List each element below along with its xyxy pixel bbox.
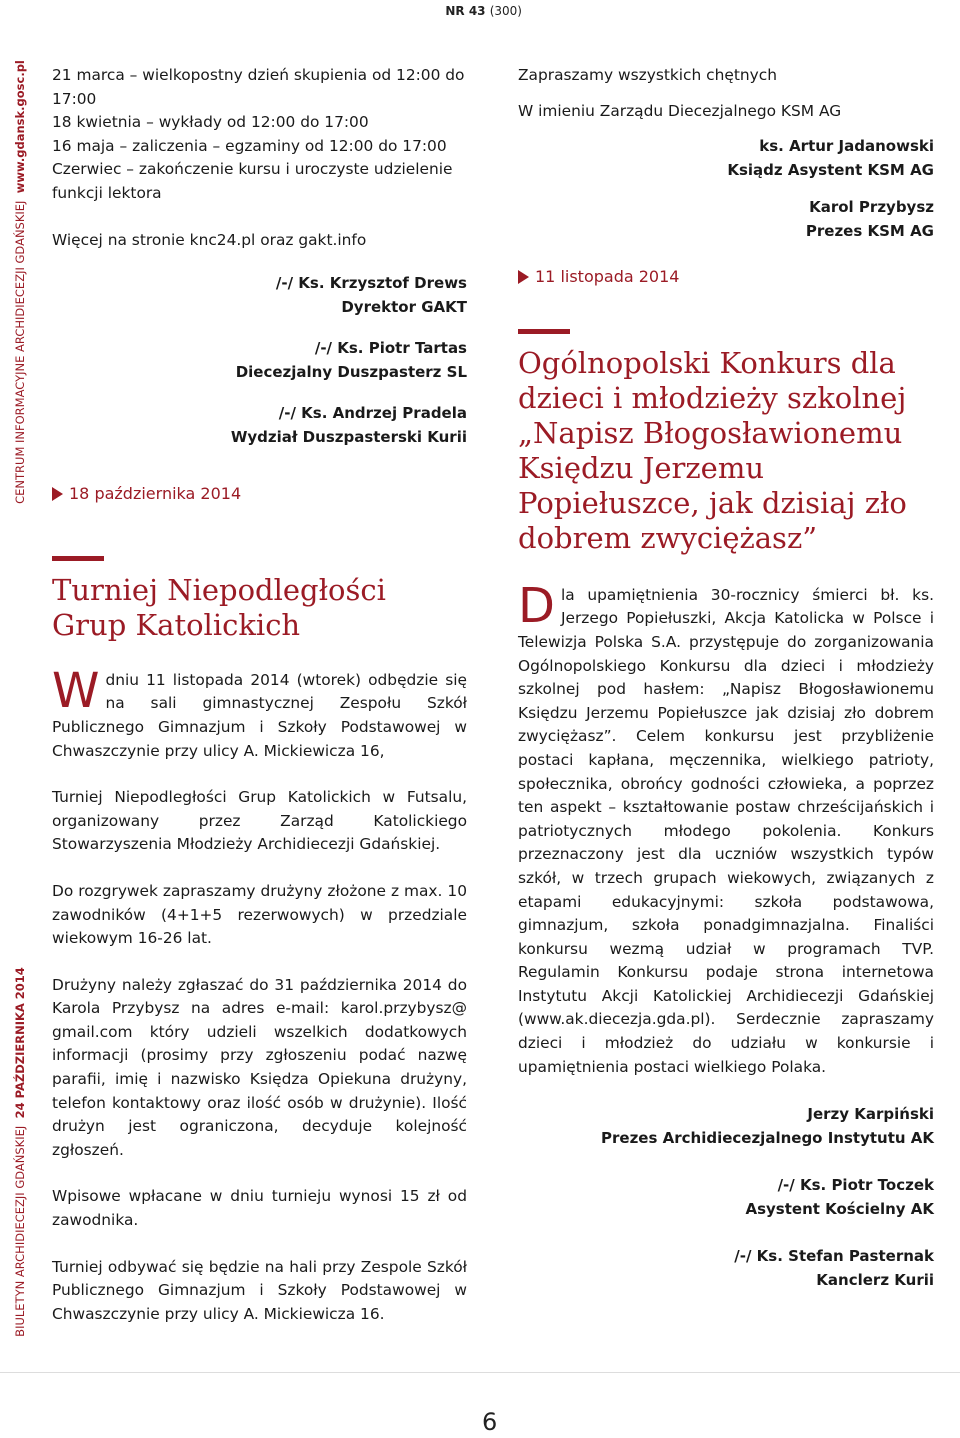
signature-name: /-/ Ks. Piotr Tartas: [314, 339, 467, 358]
article-title: Turniej Niepodległości Grup Katolickich: [52, 572, 386, 642]
article-paragraph: Turniej odbywać się będzie na hali przy Zespole Szkół Publicznego Gimnazjum i Szkoły Podstawowej w Chwaszczynie przy ulicy A. Mickiewicza 16.: [52, 1257, 467, 1323]
signature-name: /-/ Ks. Krzysztof Drews: [275, 274, 467, 293]
article-paragraph: Wdniu 11 listopada 2014 (wtorek) odbędzie się na sali gimnastycznej Zespołu Szkół Publicznego Gimnazjum i Szkoły Podstawowej w Chwaszczynie przy ulicy A. Mickiewicza 16,: [52, 662, 467, 760]
more-info: Więcej na stronie knc24.pl oraz gakt.info: [52, 230, 367, 249]
issue-number: NR 43 (300): [445, 4, 522, 18]
left-column: [52, 64, 467, 1326]
signature-role: Wydział Duszpasterski Kurii: [230, 427, 467, 446]
signature-role: Kanclerz Kurii: [816, 1270, 934, 1289]
triangle-marker-icon: [518, 270, 529, 284]
schedule-item: Czerwiec – zakończenie kursu i uroczyste udzielenie funkcji lektora: [52, 160, 453, 202]
signature-role: Dyrektor GAKT: [341, 297, 467, 316]
signature-block: [518, 135, 934, 243]
signature-name: /-/ Ks. Piotr Toczek: [777, 1176, 934, 1195]
signature-role: Diecezjalny Duszpasterz SL: [235, 362, 467, 381]
article-paragraph: Dla upamiętnienia 30-rocznicy śmierci bł. ks. Jerzego Popiełuszki, Akcja Katolicka w Polsce i Telewizja Polska S.A. przystępuje do zorganizowania Ogólnopolskiego Konkursu dla dzieci i młodzieży szkolnej pod hasłem: „Napisz Błogosławionemu Księdzu Jerzemu Popiełuszce jak dzisiaj zło dobrem zwyciężasz”. Celem konkursu jest przybliżenie postaci kapłana, męczennika, wielkiego patrioty, społecznika, obrońcy godności człowieka, a poprzez ten aspekt – kształtowanie postaw chrześcijańskich i patriotycznych młodego pokolenia. Konkurs przeznaczony jest dla uczniów wszystkich typów szkół, w trzech grupach wiekowych, związanych z etapami edukacyjnymi: szkoła podstawowa, gimnazjum, szkoła ponadgimnazjalna. Finaliści konkursu wezmą udział w programach TVP. Regulamin Konkursu podaje strona internetowa Instytutu Akcji Katolickiej Archidiecezji Gdańskiej (www.ak.diecezja.gda.pl). Serdecznie zapraszamy dzieci i młodzież do udziału w konkursie i upamiętnienia postaci wielkiego Polaka.: [518, 577, 934, 1076]
invite-text: Zapraszamy wszystkich chętnych: [518, 66, 777, 84]
article-paragraph: Do rozgrywek zapraszamy drużyny złożone z max. 10 zawodników (4+1+5 rezerwowych) w przedziale wiekowym 16-26 lat.: [52, 881, 467, 948]
signature-name: Jerzy Karpiński: [807, 1105, 934, 1124]
closing-signatures: [518, 1103, 934, 1292]
signature-role: Prezes KSM AG: [805, 221, 934, 240]
drop-cap: D: [518, 577, 555, 634]
signature-role: Prezes Archidiecezjalnego Instytutu AK: [601, 1128, 934, 1147]
signature-name: /-/ Ks. Stefan Pasternak: [734, 1247, 934, 1266]
article-paragraph: Wpisowe wpłacane w dniu turnieju wynosi 15 zł od zawodnika.: [52, 1187, 467, 1230]
schedule-item: 16 maja – zaliczenia – egzaminy od 12:00 do 17:00: [52, 136, 447, 155]
footer-divider: [0, 1372, 960, 1373]
accent-bar: [518, 329, 570, 334]
sidebar-bottom-label: BIULETYN ARCHIDIECEZJI GDAŃSKIEJ 24 PAŹDZIERNIKA 2014: [13, 967, 27, 1337]
vertical-sidebar: [0, 52, 40, 1370]
signature-name: /-/ Ks. Andrzej Pradela: [278, 404, 467, 423]
accent-bar: [52, 556, 104, 561]
article-paragraph: Turniej Niepodległości Grup Katolickich w Futsalu, organizowany przez Zarząd Katolickiego Stowarzyszenia Młodzieży Archidiecezji Gdańskiej.: [52, 788, 467, 854]
article-paragraph: Drużyny należy zgłaszać do 31 października 2014 do Karola Przybysz na adres e-mail: karol.przybysz@ gmail.com który udzieli wszelkich dodatkowych informacji (prosimy przy zgłoszeniu podać nazwę parafii, imię i nazwisko Księdza Opiekuna drużyny, telefon kontaktowy oraz ilość osób w drużynie). Ilość drużyn jest ograniczona, decyduje kolejność zgłoszeń.: [52, 975, 467, 1159]
triangle-marker-icon: [52, 487, 63, 501]
schedule-item: 18 kwietnia – wykłady od 12:00 do 17:00: [52, 113, 369, 132]
right-column: [518, 64, 934, 1292]
page-number: 6: [482, 1408, 498, 1436]
section-date: 18 października 2014: [52, 482, 467, 506]
on-behalf-text: W imieniu Zarządu Diecezjalnego KSM AG: [518, 101, 842, 120]
signature-role: Asystent Kościelny AK: [745, 1199, 934, 1218]
signature-role: Ksiądz Asystent KSM AG: [727, 160, 934, 179]
article-title: Ogólnopolski Konkurs dla dzieci i młodzieży szkolnej „Napisz Błogosławionemu Księdzu Jerzemu Popiełuszce, jak dzisiaj zło dobrem zwyciężasz”: [518, 345, 907, 555]
signature-block: [52, 272, 467, 449]
sidebar-top-label: CENTRUM INFORMACYJNE ARCHIDIECEZJI GDAŃSKIEJ www.gdansk.gosc.pl: [13, 60, 27, 504]
signature-name: Karol Przybysz: [809, 198, 934, 217]
schedule-item: 21 marca – wielkopostny dzień skupienia od 12:00 do 17:00: [52, 66, 465, 108]
signature-name: ks. Artur Jadanowski: [759, 137, 934, 156]
drop-cap: W: [52, 662, 100, 719]
section-date: 11 listopada 2014: [518, 265, 934, 289]
